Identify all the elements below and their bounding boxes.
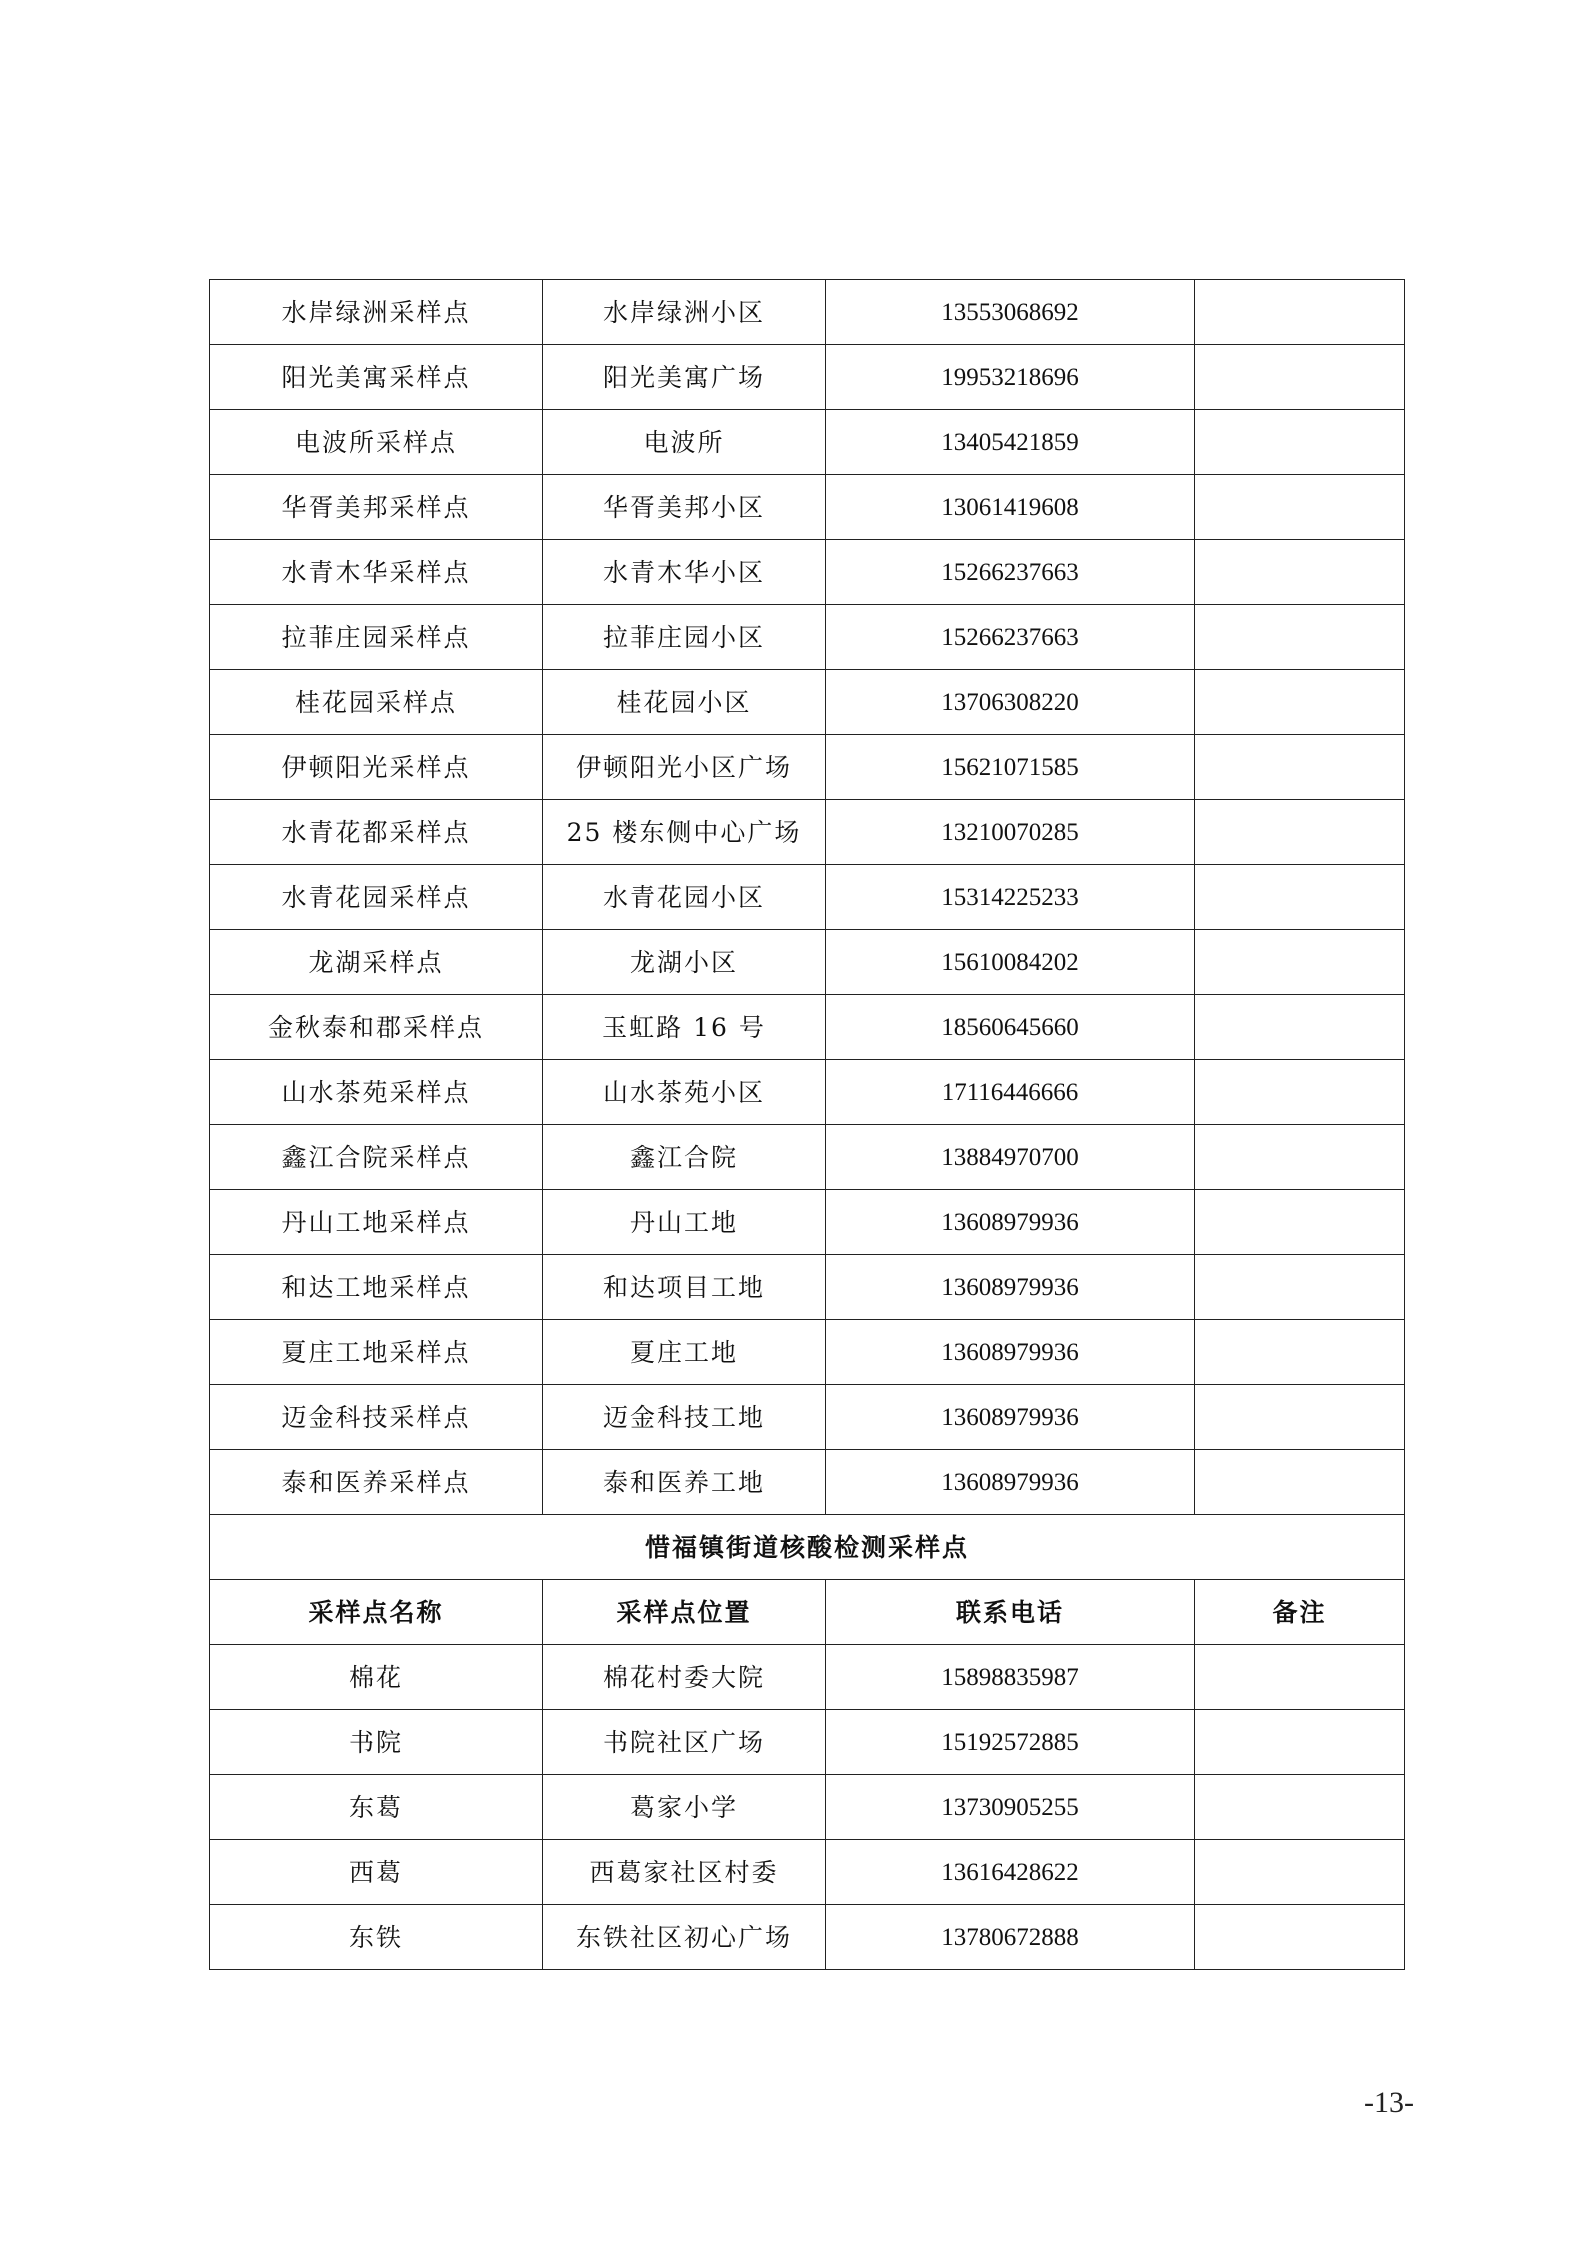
cell-location: 华胥美邦小区	[543, 475, 826, 540]
cell-name: 华胥美邦采样点	[210, 475, 543, 540]
cell-location: 泰和医养工地	[543, 1450, 826, 1515]
table-row	[210, 1320, 1405, 1385]
header-location: 采样点位置	[543, 1580, 826, 1645]
cell-name: 桂花园采样点	[210, 670, 543, 735]
cell-location: 电波所	[543, 410, 826, 475]
table-row	[210, 280, 1405, 345]
cell-location: 丹山工地	[543, 1190, 826, 1255]
cell-name: 鑫江合院采样点	[210, 1125, 543, 1190]
cell-location: 伊顿阳光小区广场	[543, 735, 826, 800]
cell-location: 阳光美寓广场	[543, 345, 826, 410]
section-block	[210, 1515, 1405, 1645]
cell-location: 水岸绿洲小区	[543, 280, 826, 345]
cell-name: 金秋泰和郡采样点	[210, 995, 543, 1060]
cell-name: 水青花园采样点	[210, 865, 543, 930]
cell-location: 25 楼东侧中心广场	[543, 800, 826, 865]
cell-location: 西葛家社区村委	[543, 1840, 826, 1905]
cell-note	[1195, 800, 1405, 865]
table-row	[210, 1190, 1405, 1255]
table-row	[210, 1255, 1405, 1320]
table-row	[210, 410, 1405, 475]
cell-note	[1195, 1710, 1405, 1775]
cell-note	[1195, 1450, 1405, 1515]
cell-note	[1195, 345, 1405, 410]
cell-location: 棉花村委大院	[543, 1645, 826, 1710]
cell-name: 棉花	[210, 1645, 543, 1710]
cell-phone: 15898835987	[826, 1645, 1195, 1710]
cell-note	[1195, 930, 1405, 995]
cell-phone: 17116446666	[826, 1060, 1195, 1125]
cell-note	[1195, 1645, 1405, 1710]
cell-phone: 13608979936	[826, 1190, 1195, 1255]
cell-note	[1195, 475, 1405, 540]
cell-note	[1195, 1775, 1405, 1840]
cell-phone: 15314225233	[826, 865, 1195, 930]
cell-name: 龙湖采样点	[210, 930, 543, 995]
cell-name: 阳光美寓采样点	[210, 345, 543, 410]
cell-note	[1195, 540, 1405, 605]
cell-phone: 13210070285	[826, 800, 1195, 865]
cell-location: 水青木华小区	[543, 540, 826, 605]
cell-name: 东铁	[210, 1905, 543, 1970]
section-title: 惜福镇街道核酸检测采样点	[210, 1515, 1405, 1580]
cell-name: 书院	[210, 1710, 543, 1775]
cell-phone: 13061419608	[826, 475, 1195, 540]
table-row	[210, 345, 1405, 410]
table-row	[210, 1840, 1405, 1905]
cell-phone: 15621071585	[826, 735, 1195, 800]
table-row	[210, 540, 1405, 605]
table-row	[210, 1645, 1405, 1710]
cell-name: 泰和医养采样点	[210, 1450, 543, 1515]
table-row	[210, 1710, 1405, 1775]
cell-note	[1195, 1060, 1405, 1125]
cell-phone: 13706308220	[826, 670, 1195, 735]
cell-note	[1195, 1255, 1405, 1320]
cell-location: 和达项目工地	[543, 1255, 826, 1320]
cell-note	[1195, 670, 1405, 735]
cell-name: 迈金科技采样点	[210, 1385, 543, 1450]
cell-location: 龙湖小区	[543, 930, 826, 995]
cell-location: 迈金科技工地	[543, 1385, 826, 1450]
section-row	[210, 1515, 1405, 1580]
cell-phone: 13730905255	[826, 1775, 1195, 1840]
table-row	[210, 1905, 1405, 1970]
header-phone: 联系电话	[826, 1580, 1195, 1645]
table-row	[210, 1385, 1405, 1450]
header-row	[210, 1580, 1405, 1645]
cell-phone: 19953218696	[826, 345, 1195, 410]
table-row	[210, 1060, 1405, 1125]
table-row	[210, 930, 1405, 995]
cell-phone: 15192572885	[826, 1710, 1195, 1775]
table-row	[210, 475, 1405, 540]
cell-name: 夏庄工地采样点	[210, 1320, 543, 1385]
table-row	[210, 865, 1405, 930]
cell-name: 和达工地采样点	[210, 1255, 543, 1320]
table-row	[210, 995, 1405, 1060]
cell-location: 水青花园小区	[543, 865, 826, 930]
table-row	[210, 1775, 1405, 1840]
cell-location: 东铁社区初心广场	[543, 1905, 826, 1970]
cell-name: 东葛	[210, 1775, 543, 1840]
table-row	[210, 1125, 1405, 1190]
table-row	[210, 735, 1405, 800]
cell-note	[1195, 1385, 1405, 1450]
header-note: 备注	[1195, 1580, 1405, 1645]
cell-name: 水岸绿洲采样点	[210, 280, 543, 345]
cell-location: 桂花园小区	[543, 670, 826, 735]
cell-note	[1195, 865, 1405, 930]
sampling-points-table	[209, 279, 1405, 1970]
cell-note	[1195, 1905, 1405, 1970]
header-name: 采样点名称	[210, 1580, 543, 1645]
page-number: -13-	[1364, 2086, 1414, 2119]
cell-phone: 18560645660	[826, 995, 1195, 1060]
cell-phone: 13884970700	[826, 1125, 1195, 1190]
cell-note	[1195, 995, 1405, 1060]
cell-note	[1195, 1125, 1405, 1190]
cell-location: 夏庄工地	[543, 1320, 826, 1385]
cell-phone: 15266237663	[826, 605, 1195, 670]
cell-location: 山水茶苑小区	[543, 1060, 826, 1125]
cell-phone: 13405421859	[826, 410, 1195, 475]
cell-name: 拉菲庄园采样点	[210, 605, 543, 670]
table-row	[210, 670, 1405, 735]
cell-note	[1195, 280, 1405, 345]
cell-location: 葛家小学	[543, 1775, 826, 1840]
cell-phone: 13608979936	[826, 1385, 1195, 1450]
cell-name: 丹山工地采样点	[210, 1190, 543, 1255]
cell-location: 书院社区广场	[543, 1710, 826, 1775]
cell-phone: 13608979936	[826, 1320, 1195, 1385]
cell-name: 水青花都采样点	[210, 800, 543, 865]
cell-note	[1195, 1320, 1405, 1385]
cell-note	[1195, 1190, 1405, 1255]
cell-note	[1195, 1840, 1405, 1905]
cell-name: 伊顿阳光采样点	[210, 735, 543, 800]
cell-note	[1195, 735, 1405, 800]
cell-phone: 13780672888	[826, 1905, 1195, 1970]
cell-phone: 13608979936	[826, 1255, 1195, 1320]
table-row	[210, 800, 1405, 865]
cell-location: 拉菲庄园小区	[543, 605, 826, 670]
cell-location: 玉虹路 16 号	[543, 995, 826, 1060]
cell-note	[1195, 410, 1405, 475]
cell-name: 西葛	[210, 1840, 543, 1905]
cell-phone: 13553068692	[826, 280, 1195, 345]
cell-phone: 13616428622	[826, 1840, 1195, 1905]
table-row	[210, 1450, 1405, 1515]
cell-phone: 15266237663	[826, 540, 1195, 605]
table-body-part2	[210, 1645, 1405, 1970]
cell-name: 山水茶苑采样点	[210, 1060, 543, 1125]
cell-name: 水青木华采样点	[210, 540, 543, 605]
cell-phone: 15610084202	[826, 930, 1195, 995]
cell-name: 电波所采样点	[210, 410, 543, 475]
cell-phone: 13608979936	[826, 1450, 1195, 1515]
cell-location: 鑫江合院	[543, 1125, 826, 1190]
cell-note	[1195, 605, 1405, 670]
table-body-part1	[210, 280, 1405, 1515]
table-row	[210, 605, 1405, 670]
